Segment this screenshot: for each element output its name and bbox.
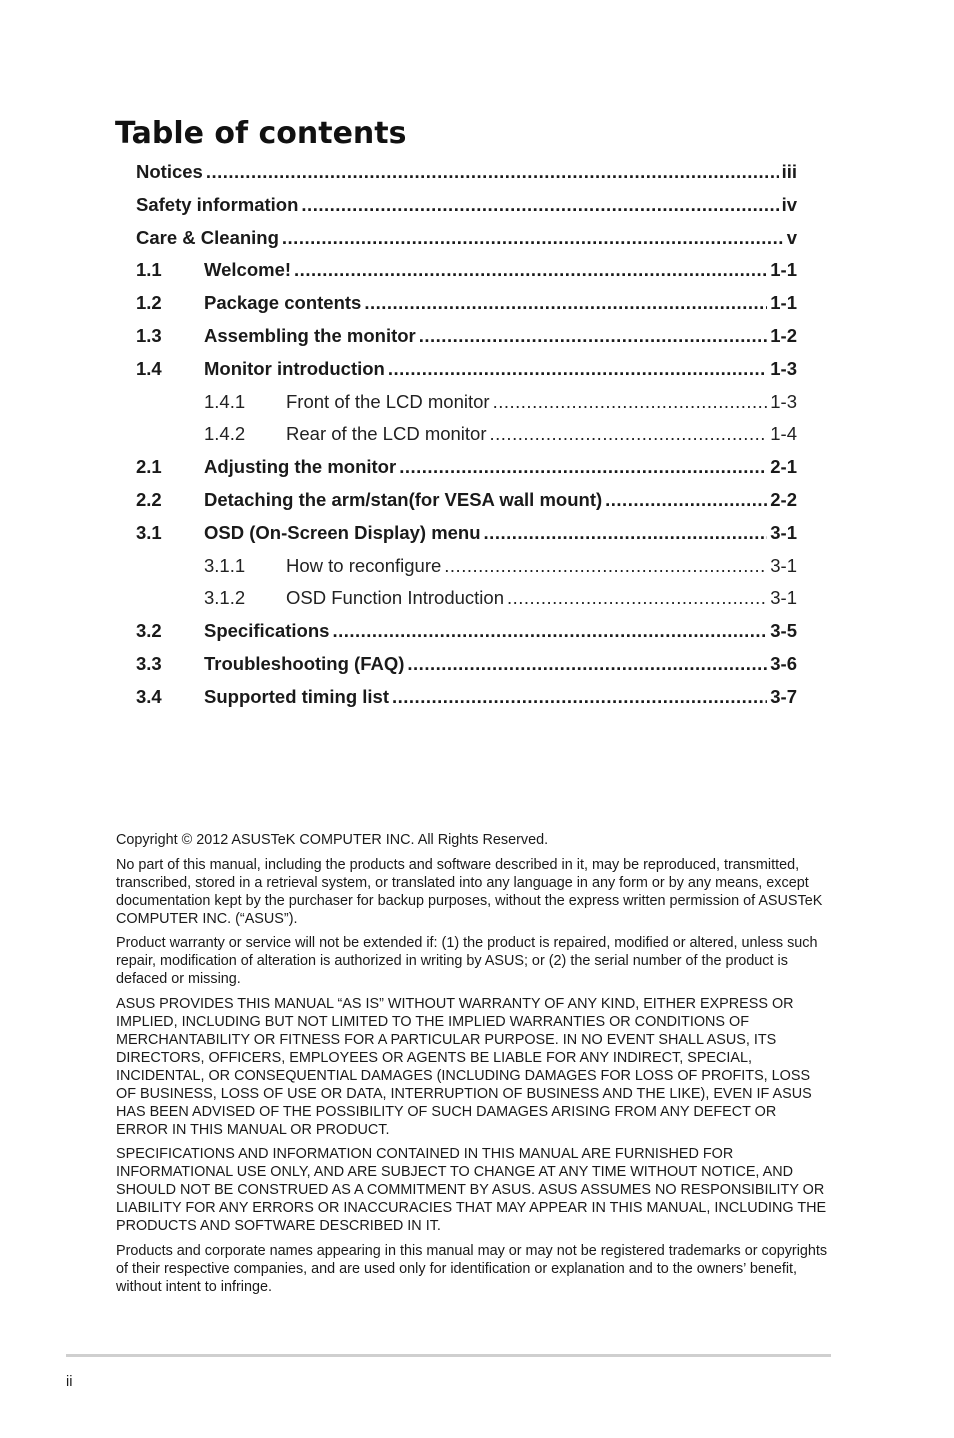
- page-number: ii: [66, 1374, 73, 1390]
- toc-leader-dots: [605, 484, 767, 517]
- reproduction-notice: No part of this manual, including the products and software described in it, may be reproduced, transmitted, transcribed, stored in a retrieval system, or translated into any language in any form or by any means, except documentation kept by the purchaser for backup purposes, without the express written permission of ASUSTeK COMPUTER INC. (“ASUS”).: [116, 856, 823, 927]
- toc-entry-number: 3.3: [136, 652, 162, 674]
- toc-entry-page: 1-3: [770, 357, 797, 379]
- toc-entry-label: Care & Cleaning: [136, 226, 279, 248]
- toc-entry-label: Package contents: [204, 292, 362, 314]
- toc-entry-number: 3.1: [136, 521, 162, 543]
- toc-leader-dots: [282, 222, 784, 255]
- toc-entry-page: 2-1: [770, 456, 797, 478]
- toc-entry-label: Detaching the arm/stan(for VESA wall mount): [204, 488, 603, 510]
- toc-entry-number: 1.4.1: [204, 390, 246, 412]
- copyright-line: Copyright © 2012 ASUSTeK COMPUTER INC. All Rights Reserved.: [116, 832, 549, 848]
- toc-entry-page: 1-4: [770, 423, 797, 445]
- toc-entry-number: 1.3: [136, 324, 162, 346]
- toc-leader-dots: [392, 681, 767, 714]
- toc-entry-page: 1-1: [770, 292, 797, 314]
- toc-entry-number: 3.4: [136, 685, 162, 707]
- toc-entry-2-2[interactable]: [136, 484, 797, 517]
- toc-entry-3-2[interactable]: [136, 615, 797, 648]
- toc-entry-number: 1.1: [136, 259, 162, 281]
- toc-entry-3-3[interactable]: [136, 648, 797, 681]
- toc-entry-page: 3-5: [770, 620, 797, 642]
- toc-entry-2-1[interactable]: [136, 451, 797, 484]
- toc-entry-page: 3-6: [770, 652, 797, 674]
- toc-entry-3-4[interactable]: [136, 681, 797, 714]
- toc-entry-page: 3-1: [770, 587, 797, 609]
- toc-entry-page: 1-2: [770, 324, 797, 346]
- toc-entry-page: iv: [781, 193, 797, 215]
- toc-entry-label: How to reconfigure: [286, 554, 442, 576]
- page-title: Table of contents: [115, 116, 407, 151]
- toc-entry-number: 1.4.2: [204, 423, 246, 445]
- toc-entry-care-cleaning[interactable]: [136, 222, 797, 255]
- toc-entry-label: OSD (On-Screen Display) menu: [204, 521, 481, 543]
- toc-entry-page: 3-1: [770, 521, 797, 543]
- toc-entry-1-4[interactable]: [136, 353, 797, 386]
- toc-entry-safety-information[interactable]: [136, 189, 797, 222]
- toc-entry-label: Front of the LCD monitor: [286, 390, 490, 412]
- toc-entry-page: 3-7: [770, 685, 797, 707]
- toc-entry-label: Notices: [136, 161, 203, 182]
- toc-entry-label: Specifications: [204, 620, 330, 642]
- toc-entry-label: Supported timing list: [204, 685, 389, 707]
- toc-entry-1-3[interactable]: [136, 320, 797, 353]
- toc-entry-label: Troubleshooting (FAQ): [204, 652, 405, 674]
- disclaimer-notice: ASUS PROVIDES THIS MANUAL “AS IS” WITHOUT WARRANTY OF ANY KIND, EITHER EXPRESS OR IMPLIED, INCLUDING BUT NOT LIMITED TO THE IMPLIED WARRANTIES OR CONDITIONS OF MERCHANTABILITY OR FITNESS FOR A PARTICULAR PURPOSE. IN NO EVENT SHALL ASUS, ITS DIRECTORS, OFFICERS, EMPLOYEES OR AGENTS BE LIABLE FOR ANY INDIRECT, SPECIAL, INCIDENTAL, OR CONSEQUENTIAL DAMAGES (INCLUDING DAMAGES FOR LOSS OF PROFITS, LOSS OF BUSINESS, LOSS OF USE OR DATA, INTERRUPTION OF BUSINESS AND THE LIKE), EVEN IF ASUS HAS BEEN ADVISED OF THE POSSIBILITY OF SUCH DAMAGES ARISING FROM ANY DEFECT OR ERROR IN THIS MANUAL OR PRODUCT.: [116, 995, 812, 1138]
- toc-entry-number: 1.4: [136, 357, 162, 379]
- toc-entry-label: OSD Function Introduction: [286, 587, 504, 609]
- toc-leader-dots: [407, 648, 767, 681]
- toc-entry-page: 2-2: [770, 488, 797, 510]
- toc-entry-notices[interactable]: [136, 156, 797, 189]
- toc-entry-number: 3.1.2: [204, 587, 246, 609]
- toc-leader-dots: [388, 353, 767, 386]
- toc-entry-3-1-2[interactable]: [136, 582, 797, 615]
- toc-leader-dots: [444, 550, 767, 583]
- toc-entry-label: Welcome!: [204, 259, 292, 281]
- toc-leader-dots: [419, 320, 768, 353]
- toc-leader-dots: [332, 615, 767, 648]
- specifications-notice: SPECIFICATIONS AND INFORMATION CONTAINED IN THIS MANUAL ARE FURNISHED FOR INFORMATIONAL USE ONLY, AND ARE SUBJECT TO CHANGE AT ANY TIME WITHOUT NOTICE, AND SHOULD NOT BE CONSTRUED AS A COMMITMENT BY ASUS. ASUS ASSUMES NO RESPONSIBILITY OR LIABILITY FOR ANY ERRORS OR INACCURACIES THAT MAY APPEAR IN THIS MANUAL, INCLUDING THE PRODUCTS AND SOFTWARE DESCRIBED IN IT.: [116, 1146, 827, 1234]
- toc-entry-label: Safety information: [136, 193, 299, 215]
- toc-leader-dots: [490, 418, 768, 451]
- toc-entry-label: Rear of the LCD monitor: [286, 423, 487, 445]
- toc-entry-1-4-1[interactable]: [136, 386, 797, 419]
- toc-leader-dots: [364, 287, 767, 320]
- toc-entry-number: 2.2: [136, 488, 162, 510]
- toc-leader-dots: [493, 386, 768, 419]
- toc-entry-number: 3.1.1: [204, 554, 246, 576]
- table-of-contents: [136, 156, 797, 714]
- toc-leader-dots: [294, 254, 767, 287]
- warranty-notice: Product warranty or service will not be extended if: (1) the product is repaired, modified or altered, unless such repair, modification of alteration is authorized in writing by ASUS; or (2) the serial number of the product is defaced or missing.: [116, 935, 818, 987]
- toc-entry-page: iii: [781, 161, 797, 182]
- toc-entry-page: 1-1: [770, 259, 797, 281]
- toc-entry-1-4-2[interactable]: [136, 418, 797, 451]
- trademark-notice: Products and corporate names appearing in this manual may or may not be registered trademarks or copyrights of their respective companies, and are used only for identification or explanation and to the owners’ benefit, without intent to infringe.: [116, 1242, 828, 1295]
- toc-entry-1-1[interactable]: [136, 254, 797, 287]
- toc-entry-number: 1.2: [136, 292, 162, 314]
- toc-leader-dots: [206, 156, 779, 189]
- toc-entry-label: Monitor introduction: [204, 357, 385, 379]
- toc-leader-dots: [301, 189, 778, 222]
- toc-entry-page: v: [786, 226, 797, 248]
- toc-leader-dots: [507, 582, 767, 615]
- toc-entry-number: 3.2: [136, 620, 162, 642]
- toc-leader-dots: [399, 451, 767, 484]
- toc-entry-page: 3-1: [770, 554, 797, 576]
- toc-entry-3-1-1[interactable]: [136, 550, 797, 583]
- toc-entry-3-1[interactable]: [136, 517, 797, 550]
- toc-entry-1-2[interactable]: [136, 287, 797, 320]
- toc-entry-label: Assembling the monitor: [204, 324, 416, 346]
- toc-entry-page: 1-3: [770, 390, 797, 412]
- toc-entry-number: 2.1: [136, 456, 162, 478]
- toc-leader-dots: [484, 517, 768, 550]
- footer-divider: [66, 1354, 831, 1357]
- toc-entry-label: Adjusting the monitor: [204, 456, 397, 478]
- legal-notice: [116, 831, 832, 1302]
